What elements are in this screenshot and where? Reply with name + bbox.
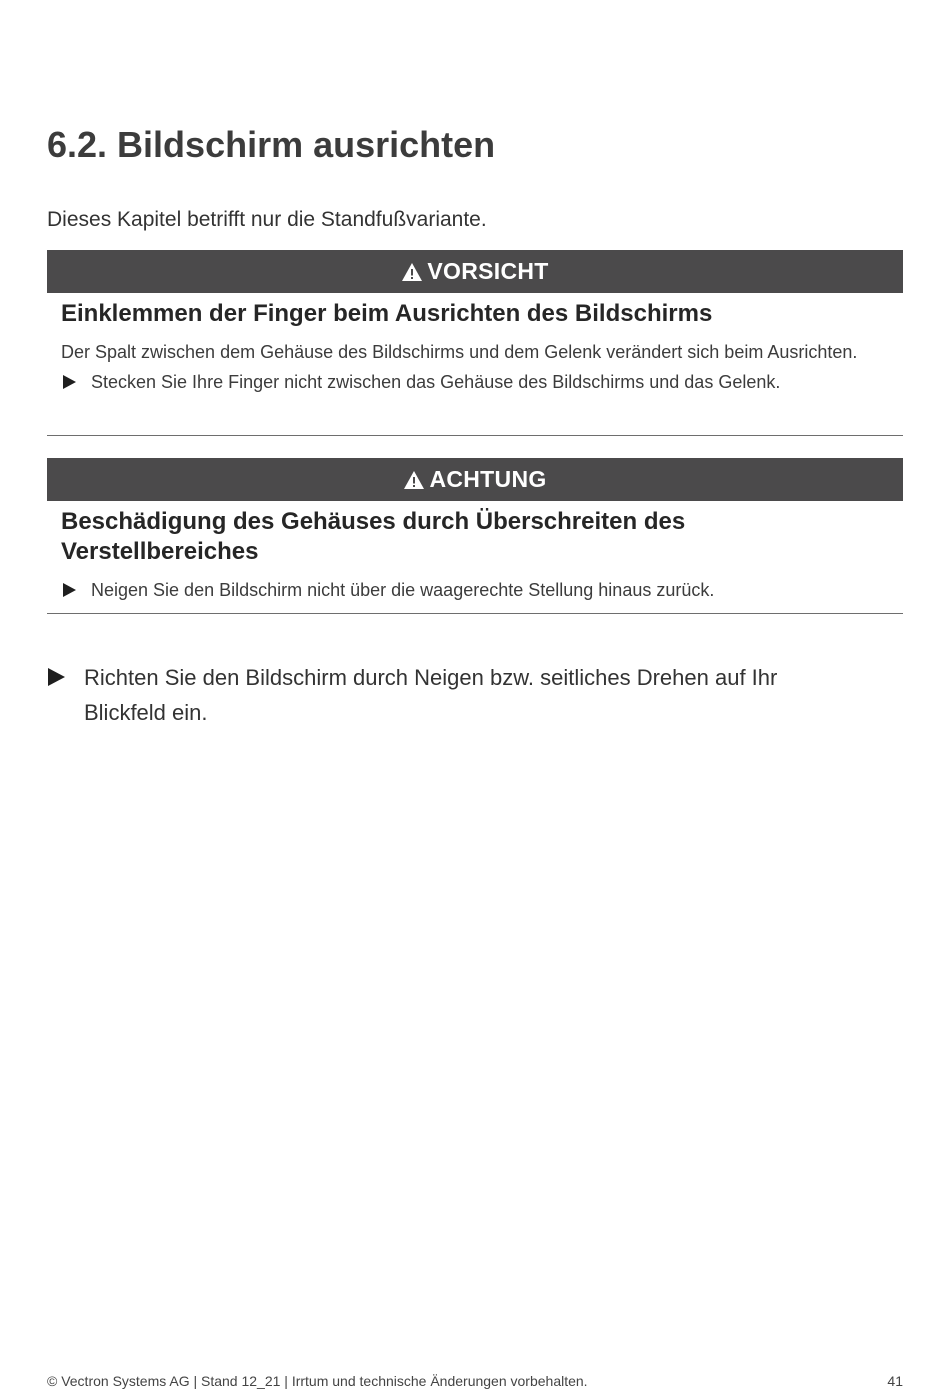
caution-label: VORSICHT <box>427 258 549 284</box>
page-footer <box>47 1372 903 1390</box>
caution-heading: Einklemmen der Finger beim Ausrichten des Bildschirms <box>61 300 713 327</box>
intro-text: Dieses Kapitel betrifft nur die Standfußvariante. <box>47 208 487 231</box>
attention-step-text: Neigen Sie den Bildschirm nicht über die waagerechte Stellung hinaus zurück. <box>91 580 715 600</box>
attention-heading: Beschädigung des Gehäuses durch Überschreiten des Verstellbereiches <box>61 508 686 565</box>
caution-notice <box>47 250 903 436</box>
attention-bar <box>47 458 903 501</box>
warning-triangle-icon <box>401 262 423 282</box>
caution-text: Der Spalt zwischen dem Gehäuse des Bildschirms und dem Gelenk verändert sich beim Ausrichten. <box>61 342 858 362</box>
caution-step-text: Stecken Sie Ihre Finger nicht zwischen das Gehäuse des Bildschirms und das Gelenk. <box>91 372 781 392</box>
page-number: 41 <box>887 1373 903 1389</box>
attention-step <box>61 575 889 605</box>
attention-notice <box>47 458 903 614</box>
caution-bar <box>47 250 903 293</box>
instruction-step <box>47 660 847 730</box>
arrow-right-icon <box>63 583 76 597</box>
footer-copyright: © Vectron Systems AG | Stand 12_21 | Irrtum und technische Änderungen vorbehalten. <box>47 1373 588 1389</box>
attention-label: ACHTUNG <box>429 466 547 492</box>
caution-step <box>61 367 889 397</box>
warning-triangle-icon <box>403 470 425 490</box>
arrow-right-icon <box>63 375 76 389</box>
arrow-right-icon <box>48 668 65 686</box>
page-title: 6.2. Bildschirm ausrichten <box>47 124 496 165</box>
instruction-step-text: Richten Sie den Bildschirm durch Neigen bzw. seitliches Drehen auf Ihr Blickfeld ein. <box>84 665 778 725</box>
